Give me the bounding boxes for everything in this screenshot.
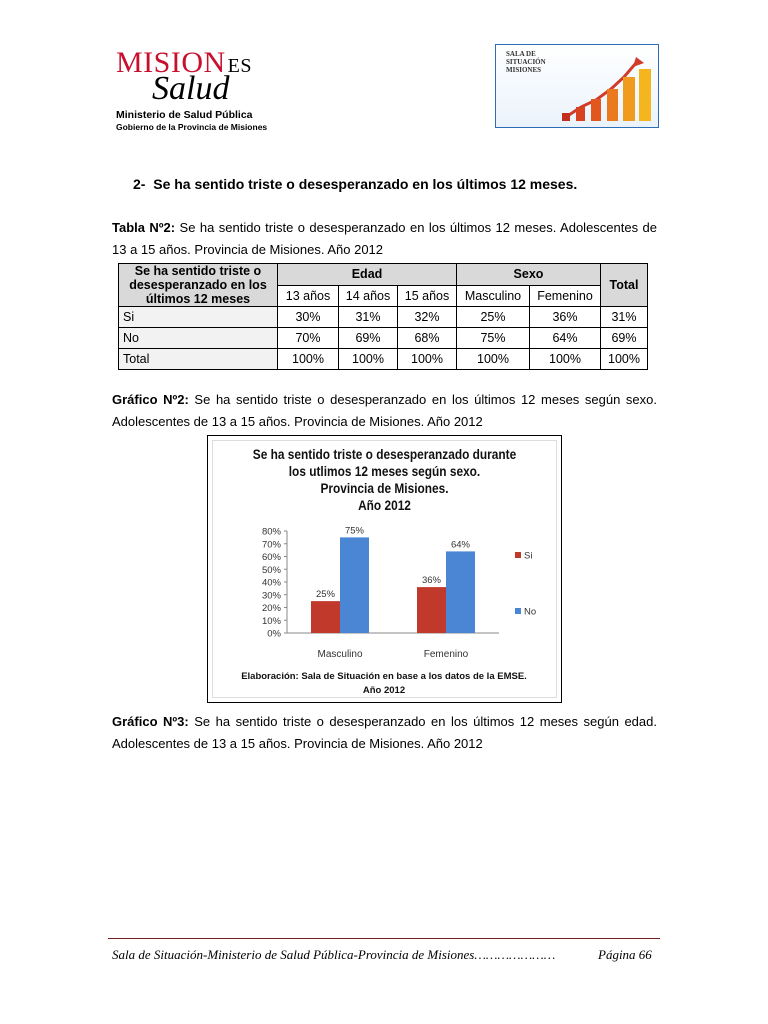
table-cell: 68% bbox=[398, 328, 457, 349]
row-label: No bbox=[119, 328, 278, 349]
table-cell: 69% bbox=[339, 328, 398, 349]
bar-si-masculino bbox=[311, 601, 340, 633]
x-category-label: Masculino bbox=[317, 649, 363, 660]
y-tick-label: 30% bbox=[261, 590, 281, 602]
y-tick-label: 0% bbox=[267, 628, 281, 640]
y-tick-label: 40% bbox=[261, 577, 281, 589]
table-cell: 100% bbox=[339, 349, 398, 370]
table-row bbox=[119, 328, 648, 349]
table-cell: 31% bbox=[601, 307, 648, 328]
page-number: Página 66 bbox=[598, 947, 652, 962]
data-table bbox=[118, 263, 648, 370]
table-cell: 75% bbox=[457, 328, 530, 349]
chart-title-line: Se ha sentido triste o desesperanzado durante bbox=[252, 447, 517, 462]
table-cell: 70% bbox=[278, 328, 339, 349]
bar-si-femenino bbox=[417, 587, 446, 633]
table-cell: 30% bbox=[278, 307, 339, 328]
footer-divider bbox=[108, 938, 660, 939]
legend-label: Si bbox=[524, 550, 533, 562]
table-cell: 100% bbox=[457, 349, 530, 370]
table-cell: 36% bbox=[530, 307, 601, 328]
table-cell: 31% bbox=[339, 307, 398, 328]
table-group-sexo: Sexo bbox=[457, 264, 601, 286]
table-cell: 100% bbox=[278, 349, 339, 370]
y-tick-label: 80% bbox=[261, 526, 281, 538]
misiones-salud-logo bbox=[116, 46, 286, 130]
legend-swatch bbox=[515, 552, 521, 558]
table-total-header: Total bbox=[601, 264, 648, 307]
table-cell: 100% bbox=[398, 349, 457, 370]
subheader-14: 14 años bbox=[339, 285, 398, 307]
bar-no-femenino bbox=[446, 551, 475, 633]
table-cell: 32% bbox=[398, 307, 457, 328]
x-category-label: Femenino bbox=[423, 649, 469, 660]
table-header-row bbox=[119, 264, 648, 286]
chart-note: Elaboración: Sala de Situación en base a los datos de la EMSE. bbox=[241, 671, 527, 682]
row-label: Total bbox=[119, 349, 278, 370]
data-label: 25% bbox=[315, 589, 336, 601]
subheader-15: 15 años bbox=[398, 285, 457, 307]
logo-title: MISION ES bbox=[116, 46, 253, 79]
legend-swatch bbox=[515, 608, 521, 614]
logo-subtitle: Salud bbox=[152, 70, 230, 107]
table-cell: 69% bbox=[601, 328, 648, 349]
table-row bbox=[119, 349, 648, 370]
chart-frame bbox=[207, 435, 562, 703]
table-cell: 64% bbox=[530, 328, 601, 349]
chart-title-line: Provincia de Misiones. bbox=[320, 481, 449, 496]
subheader-13: 13 años bbox=[278, 285, 339, 307]
y-tick-label: 10% bbox=[261, 615, 281, 627]
y-tick-label: 20% bbox=[261, 603, 281, 614]
table-cell: 100% bbox=[530, 349, 601, 370]
table-caption: Tabla Nº2: Se ha sentido triste o desesperanzado en los últimos 12 meses. Adolescentes de 13 a 15 años. Provincia de Misiones. Año 2012 bbox=[112, 220, 657, 257]
row-label: Si bbox=[119, 307, 278, 328]
footer-text: Sala de Situación-Ministerio de Salud Pública-Provincia de Misiones………………… bbox=[112, 947, 556, 962]
chart3-caption: Gráfico Nº3: Se ha sentido triste o desesperanzado en los últimos 12 meses según edad. Adolescentes de 13 a 15 años. Provincia de Misiones. Año 2012 bbox=[112, 714, 657, 751]
chart-area bbox=[212, 440, 557, 698]
logo-ministry: Ministerio de Salud Pública bbox=[116, 109, 253, 121]
growth-chart-icon bbox=[496, 45, 658, 127]
table-cell: 100% bbox=[601, 349, 648, 370]
logo-government: Gobierno de la Provincia de Misiones bbox=[116, 122, 268, 132]
section-heading: 2- Se ha sentido triste o desesperanzado en los últimos 12 meses. bbox=[133, 176, 578, 192]
subheader-masculino: Masculino bbox=[457, 285, 530, 307]
sala-logo-text: SALA DE SITUACIÓN MISIONES bbox=[506, 50, 546, 74]
y-tick-label: 70% bbox=[261, 539, 281, 551]
table-cell: 25% bbox=[457, 307, 530, 328]
table-row bbox=[119, 307, 648, 328]
chart-title-line: los utlimos 12 meses según sexo. bbox=[288, 464, 481, 479]
chart-title-line: Año 2012 bbox=[358, 498, 411, 513]
bar-no-masculino bbox=[340, 537, 369, 633]
table-corner-header: Se ha sentido triste o desesperanzado en los últimos 12 meses bbox=[119, 264, 278, 307]
bar-chart bbox=[213, 441, 556, 697]
sala-situacion-logo bbox=[495, 44, 659, 128]
data-label: 64% bbox=[450, 539, 471, 551]
subheader-femenino: Femenino bbox=[530, 285, 601, 307]
y-tick-label: 60% bbox=[261, 552, 281, 563]
data-label: 75% bbox=[344, 525, 365, 537]
y-tick-label: 50% bbox=[261, 564, 281, 576]
data-label: 36% bbox=[421, 575, 442, 587]
legend-label: No bbox=[524, 606, 537, 618]
chart-note: Año 2012 bbox=[362, 685, 406, 696]
chart2-caption: Gráfico Nº2: Se ha sentido triste o desesperanzado en los últimos 12 meses según sexo. Adolescentes de 13 a 15 años. Provincia de Misiones. Año 2012 bbox=[112, 392, 658, 429]
table-group-edad: Edad bbox=[278, 264, 457, 286]
